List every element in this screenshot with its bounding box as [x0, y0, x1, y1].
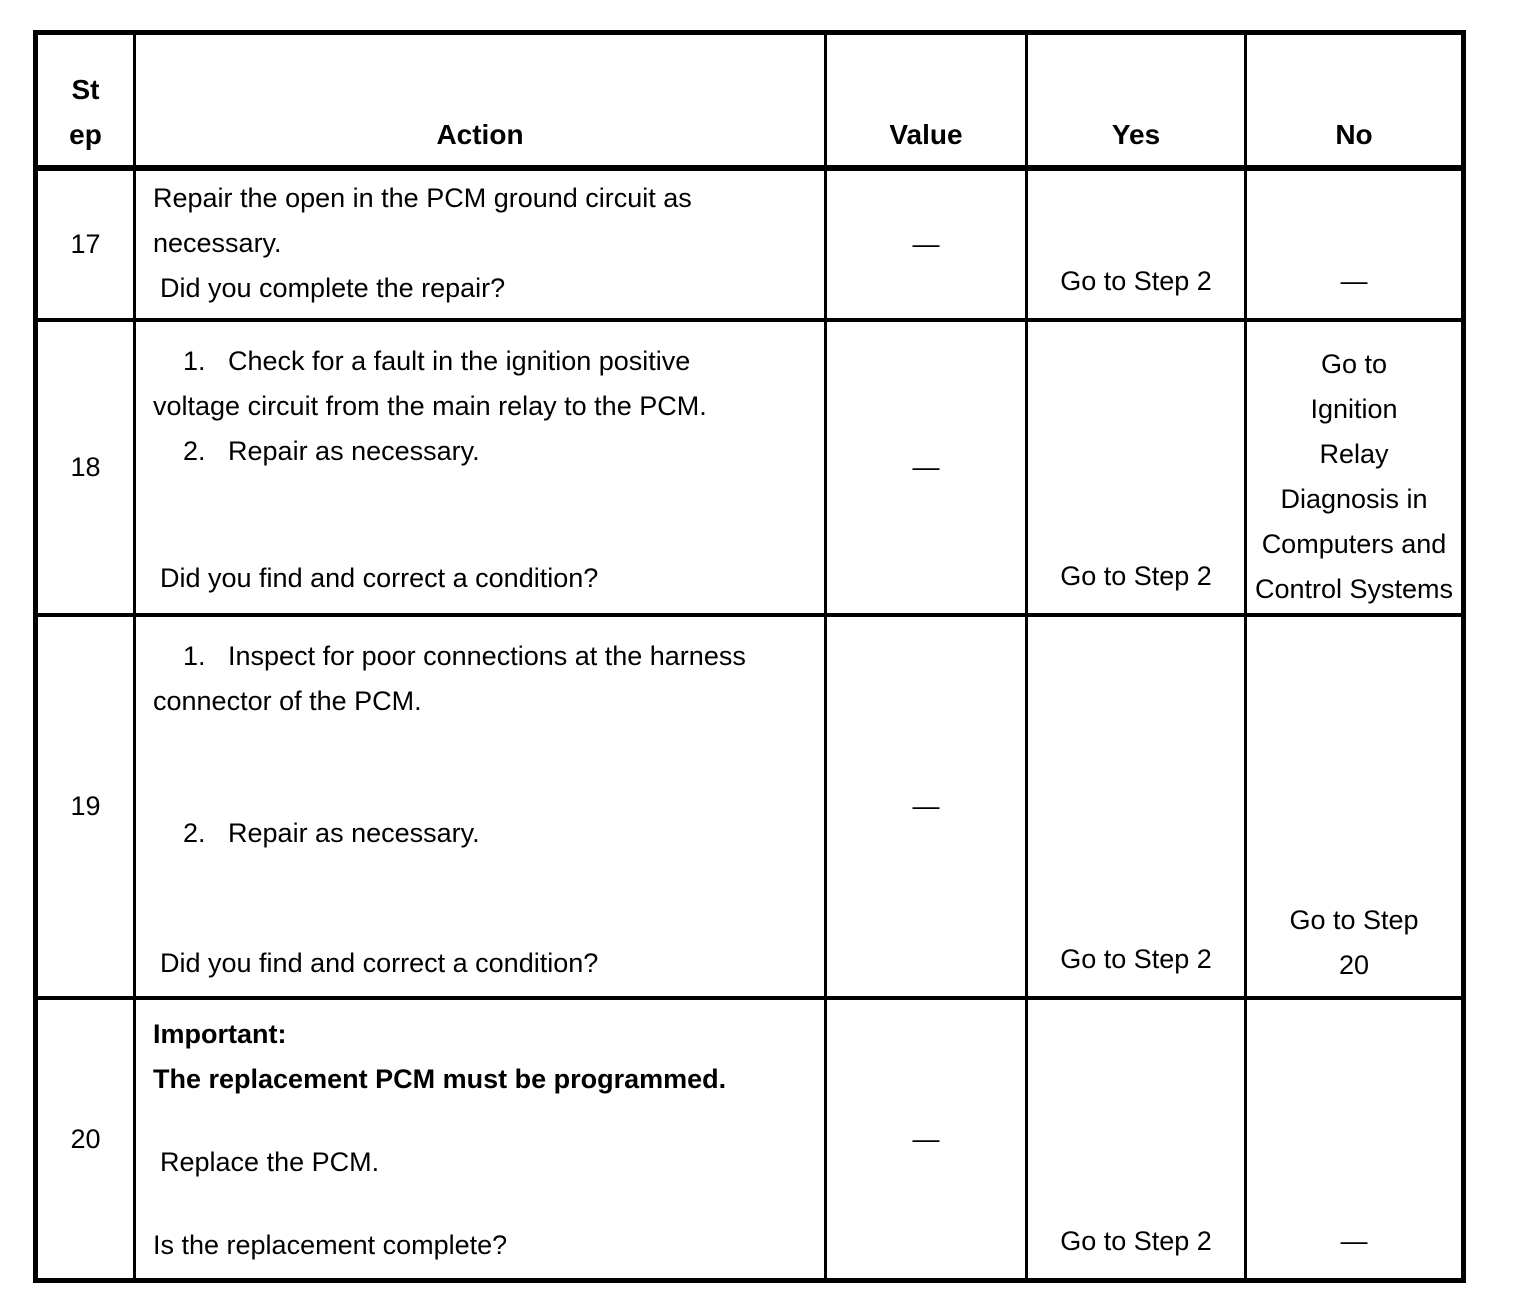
action-question-line: Did you find and correct a condition? — [160, 563, 599, 593]
action-cell — [136, 617, 827, 996]
table-row-step-19 — [38, 617, 1461, 1000]
header-step-line2: ep — [69, 119, 102, 150]
yes-text: Go to Step 2 — [1060, 561, 1212, 591]
header-step-line1: St — [71, 74, 100, 105]
no-line: Computers and — [1261, 529, 1447, 559]
header-yes — [1028, 35, 1247, 165]
yes-text: Go to Step 2 — [1060, 944, 1212, 974]
no-line: Go to Step — [1289, 905, 1419, 935]
action-cell — [136, 171, 827, 318]
step-number: 18 — [70, 452, 101, 482]
action-cell — [136, 322, 827, 613]
yes-cell — [1028, 322, 1247, 613]
value-dash: — — [912, 791, 940, 821]
no-cell — [1247, 617, 1461, 996]
header-no — [1247, 35, 1461, 165]
table-header-row — [38, 35, 1461, 171]
step-cell — [38, 171, 136, 318]
yes-text: Go to Step 2 — [1060, 266, 1212, 296]
value-cell — [827, 322, 1028, 613]
step-cell — [38, 1000, 136, 1278]
action-line: 1. Check for a fault in the ignition positive — [183, 346, 691, 376]
value-cell — [827, 171, 1028, 318]
value-dash: — — [912, 229, 940, 259]
no-line: Relay — [1319, 439, 1389, 469]
table-row-step-18 — [38, 322, 1461, 617]
header-step — [38, 35, 136, 165]
action-line: Repair the open in the PCM ground circuit as — [153, 183, 692, 213]
action-cell — [136, 1000, 827, 1278]
yes-cell — [1028, 171, 1247, 318]
action-line: 2. Repair as necessary. — [183, 436, 480, 466]
value-cell — [827, 1000, 1028, 1278]
step-cell — [38, 617, 136, 996]
action-line: necessary. — [153, 228, 282, 258]
action-question-line: Did you find and correct a condition? — [160, 948, 599, 978]
header-yes-label: Yes — [1111, 119, 1161, 150]
value-cell — [827, 617, 1028, 996]
table-row-step-20 — [38, 1000, 1461, 1278]
no-dash: — — [1340, 266, 1368, 296]
step-number: 17 — [70, 229, 101, 259]
no-line: 20 — [1338, 950, 1370, 980]
action-question-line: Did you complete the repair? — [160, 273, 506, 303]
diagnostic-table — [33, 30, 1466, 1283]
no-line: Control Systems — [1254, 574, 1454, 604]
step-cell — [38, 322, 136, 613]
no-line: Diagnosis in — [1280, 484, 1428, 514]
no-cell — [1247, 322, 1461, 613]
no-dash: — — [1340, 1226, 1368, 1256]
header-value — [827, 35, 1028, 165]
action-question-line: Is the replacement complete? — [153, 1230, 508, 1260]
table-row-step-17 — [38, 171, 1461, 322]
header-action-label: Action — [436, 119, 524, 150]
yes-text: Go to Step 2 — [1060, 1226, 1212, 1256]
value-dash: — — [912, 452, 940, 482]
action-line: Replace the PCM. — [160, 1147, 380, 1177]
header-value-label: Value — [889, 119, 963, 150]
yes-cell — [1028, 1000, 1247, 1278]
action-important-label: Important: — [153, 1019, 287, 1049]
no-line: Ignition — [1310, 394, 1398, 424]
header-action — [136, 35, 827, 165]
action-important-text: The replacement PCM must be programmed. — [153, 1064, 727, 1094]
value-dash: — — [912, 1123, 940, 1154]
no-line: Go to — [1320, 349, 1388, 379]
header-no-label: No — [1335, 119, 1373, 150]
step-number: 20 — [70, 1123, 101, 1154]
action-line: 1. Inspect for poor connections at the harness — [183, 641, 746, 671]
action-line: 2. Repair as necessary. — [183, 818, 480, 848]
yes-cell — [1028, 617, 1247, 996]
action-line: connector of the PCM. — [153, 686, 422, 716]
no-cell — [1247, 171, 1461, 318]
action-line: voltage circuit from the main relay to the PCM. — [153, 391, 707, 421]
no-cell — [1247, 1000, 1461, 1278]
step-number: 19 — [70, 791, 101, 821]
